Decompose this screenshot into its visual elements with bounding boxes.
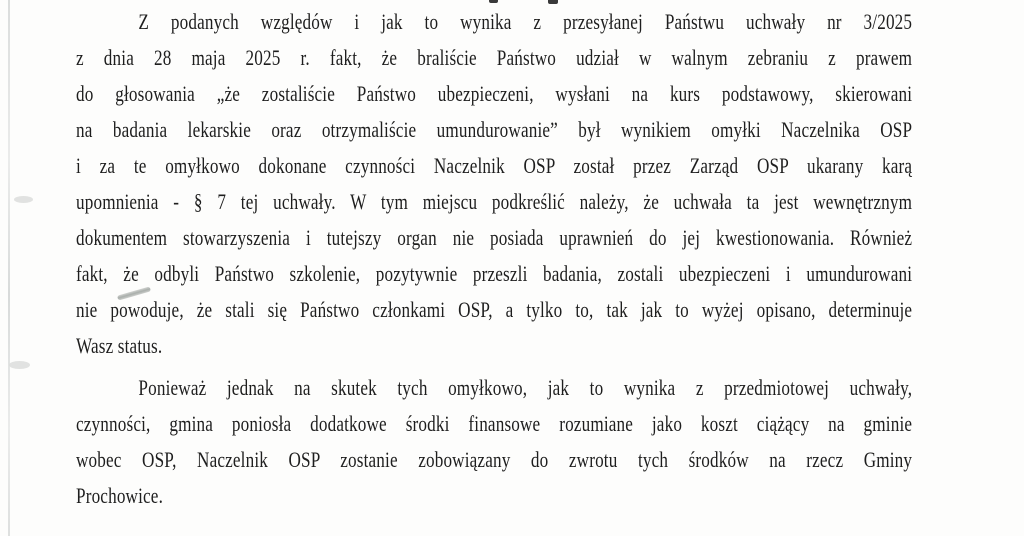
text-line: Z podanych względów i jak to wynika z przesyłanej Państwu uchwały nr 3/2025 [138, 9, 913, 34]
text-line: Ponieważ jednak na skutek tych omyłkowo, jak to wynika z przedmiotowej uchwały, [138, 375, 913, 400]
cutoff-text-artifact [489, 0, 498, 3]
paragraph-1 [76, 4, 912, 364]
scan-edge-artifact [8, 0, 10, 536]
text-line: wobec OSP, Naczelnik OSP zostanie zobowiązany do zwrotu tych środków na rzecz Gminy [76, 447, 913, 472]
text-line: nie powoduje, że stali się Państwo członkami OSP, a tylko to, tak jak to wyżej opisano, determinuje [76, 297, 913, 322]
text-line: czynności, gmina poniosła dodatkowe środki finansowe rozumiane jako koszt ciążący na gminie [76, 411, 913, 436]
text-line: z dnia 28 maja 2025 r. fakt, że braliście Państwo udział w walnym zebraniu z prawem [76, 45, 913, 70]
text-line: fakt, że odbyli Państwo szkolenie, pozytywnie przeszli badania, zostali ubezpieczeni i umundurowani [76, 261, 913, 286]
text-line: i za te omyłkowo dokonane czynności Naczelnik OSP został przez Zarząd OSP ukarany karą [76, 153, 913, 178]
paragraph-2 [76, 370, 912, 514]
scan-smudge-artifact [9, 361, 30, 369]
text-line: do głosowania „że zostaliście Państwo ubezpieczeni, wysłani na kurs podstawowy, skierowani [76, 81, 913, 106]
scan-smudge-artifact [14, 196, 33, 203]
text-line: na badania lekarskie oraz otrzymaliście umundurowanie” był wynikiem omyłki Naczelnika OSP [76, 117, 913, 142]
text-line: upomnienia - § 7 tej uchwały. W tym miejscu podkreślić należy, że uchwała ta jest wewnętrznym [76, 189, 913, 214]
text-line: dokumentem stowarzyszenia i tutejszy organ nie posiada uprawnień do jej kwestionowania. Również [76, 225, 913, 250]
text-line: Prochowice. [76, 483, 164, 508]
text-line: Wasz status. [76, 333, 163, 358]
document-body [76, 4, 912, 514]
